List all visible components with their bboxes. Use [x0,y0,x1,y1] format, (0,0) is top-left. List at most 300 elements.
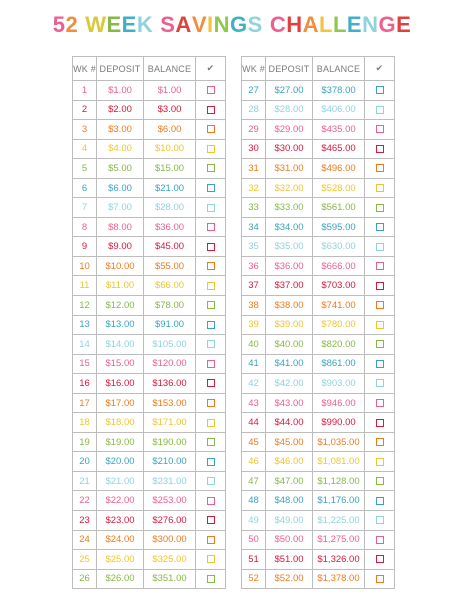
checkbox[interactable] [207,419,215,427]
week-number-cell: 25 [73,550,97,570]
balance-cell: $45.00 [144,237,196,257]
balance-cell: $66.00 [144,276,196,296]
deposit-cell: $29.00 [266,120,313,140]
week-number-cell: 11 [73,276,97,296]
checkbox[interactable] [376,360,384,368]
title-letter: G [230,12,248,37]
deposit-cell: $21.00 [97,471,144,491]
title-letter: L [319,12,333,37]
checkbox-cell[interactable] [365,530,395,550]
deposit-cell: $16.00 [97,374,144,394]
deposit-cell: $25.00 [97,550,144,570]
checkbox[interactable] [207,438,215,446]
table-row [242,550,395,570]
week-number-cell: 29 [242,120,266,140]
deposit-cell: $35.00 [266,237,313,257]
checkbox-cell[interactable] [365,374,395,394]
week-number-cell: 44 [242,413,266,433]
checkbox-cell[interactable] [196,159,226,179]
checkbox[interactable] [207,321,215,329]
table-row [73,276,226,296]
checkbox-cell[interactable] [365,491,395,511]
balance-cell: $780.00 [313,315,365,335]
checkbox-cell[interactable] [365,569,395,589]
checkbox-cell[interactable] [196,315,226,335]
week-number-cell: 2 [73,100,97,120]
table-row [73,335,226,355]
deposit-cell: $45.00 [266,432,313,452]
checkbox[interactable] [207,125,215,133]
checkbox[interactable] [207,204,215,212]
balance-cell: $300.00 [144,530,196,550]
deposit-cell: $38.00 [266,296,313,316]
table-row [73,374,226,394]
checkbox[interactable] [376,164,384,172]
balance-cell: $1.00 [144,81,196,101]
deposit-cell: $47.00 [266,471,313,491]
checkbox-cell[interactable] [365,315,395,335]
week-number-cell: 8 [73,217,97,237]
checkbox-cell[interactable] [365,354,395,374]
balance-cell: $28.00 [144,198,196,218]
title-letter: S [160,12,176,37]
title-letter: K [136,12,154,37]
checkbox[interactable] [207,340,215,348]
checkbox-cell[interactable] [196,530,226,550]
table-row [73,491,226,511]
table-row [242,452,395,472]
table-row [73,530,226,550]
checkbox[interactable] [376,262,384,270]
checkbox-cell[interactable] [196,354,226,374]
balance-cell: $36.00 [144,217,196,237]
table-row [73,550,226,570]
checkbox-cell[interactable] [365,471,395,491]
checkbox[interactable] [207,184,215,192]
week-number-cell: 40 [242,335,266,355]
table-row [73,139,226,159]
checkbox[interactable] [376,477,384,485]
checkbox[interactable] [376,223,384,231]
checkbox-cell[interactable] [365,452,395,472]
week-number-cell: 23 [73,511,97,531]
deposit-cell: $13.00 [97,315,144,335]
checkbox-cell[interactable] [196,452,226,472]
table-row [242,178,395,198]
week-number-cell: 33 [242,198,266,218]
deposit-cell: $18.00 [97,413,144,433]
deposit-cell: $51.00 [266,550,313,570]
checkbox-cell[interactable] [365,296,395,316]
week-number-cell: 43 [242,393,266,413]
checkbox[interactable] [376,575,384,583]
week-column-header: WK # [73,57,97,81]
checkbox[interactable] [376,184,384,192]
checkbox-cell[interactable] [196,276,226,296]
checkbox-cell[interactable] [196,139,226,159]
table-row [242,491,395,511]
checkbox[interactable] [376,438,384,446]
week-number-cell: 41 [242,354,266,374]
checkbox-cell[interactable] [196,491,226,511]
table-row [242,393,395,413]
deposit-cell: $6.00 [97,178,144,198]
balance-cell: $1,128.00 [313,471,365,491]
checkbox[interactable] [207,164,215,172]
checkbox[interactable] [207,458,215,466]
balance-cell: $1,176.00 [313,491,365,511]
checkbox-cell[interactable] [365,237,395,257]
balance-cell: $153.00 [144,393,196,413]
checkbox-cell[interactable] [365,432,395,452]
table-row [242,413,395,433]
checkbox[interactable] [376,536,384,544]
week-number-cell: 27 [242,81,266,101]
title-letter: E [396,12,412,37]
table-row [242,237,395,257]
checkbox-cell[interactable] [196,81,226,101]
checkbox-cell[interactable] [196,413,226,433]
week-number-cell: 30 [242,139,266,159]
table-row [242,374,395,394]
checkbox-cell[interactable] [196,550,226,570]
balance-cell: $630.00 [313,237,365,257]
week-number-cell: 28 [242,100,266,120]
week-number-cell: 36 [242,256,266,276]
balance-cell: $1,081.00 [313,452,365,472]
checkbox-cell[interactable] [196,198,226,218]
balance-cell: $1,378.00 [313,569,365,589]
week-number-cell: 20 [73,452,97,472]
checkbox-cell[interactable] [365,159,395,179]
table-row [242,120,395,140]
table-row [73,354,226,374]
balance-cell: $190.00 [144,432,196,452]
checkbox-cell[interactable] [196,374,226,394]
deposit-cell: $14.00 [97,335,144,355]
deposit-cell: $10.00 [97,256,144,276]
table-row [242,432,395,452]
checkbox[interactable] [207,497,215,505]
week-number-cell: 5 [73,159,97,179]
week-column-header: WK # [242,57,266,81]
title-letter: E [121,12,137,37]
table-row [242,530,395,550]
title-letter: N [213,12,231,37]
title-letter: G [378,12,397,37]
balance-cell: $903.00 [313,374,365,394]
week-number-cell: 12 [73,296,97,316]
title-letter: E [346,12,363,37]
deposit-column-header: DEPOSIT [266,57,313,81]
balance-cell: $741.00 [313,296,365,316]
week-number-cell: 51 [242,550,266,570]
checkbox[interactable] [207,516,215,524]
balance-cell: $946.00 [313,393,365,413]
checkbox[interactable] [376,145,384,153]
week-number-cell: 50 [242,530,266,550]
checkbox-cell[interactable] [196,178,226,198]
deposit-cell: $1.00 [97,81,144,101]
checkbox-cell[interactable] [196,569,226,589]
deposit-cell: $26.00 [97,569,144,589]
week-number-cell: 42 [242,374,266,394]
balance-cell: $1,326.00 [313,550,365,570]
balance-cell: $351.00 [144,569,196,589]
week-number-cell: 37 [242,276,266,296]
checkbox-cell[interactable] [365,217,395,237]
checkbox[interactable] [376,340,384,348]
checkbox-cell[interactable] [196,256,226,276]
checkbox-cell[interactable] [196,237,226,257]
deposit-cell: $11.00 [97,276,144,296]
checkbox-cell[interactable] [196,393,226,413]
checkbox[interactable] [376,458,384,466]
checkmark-icon: ✔ [196,57,226,81]
deposit-cell: $52.00 [266,569,313,589]
title-letter: S [247,12,263,37]
deposit-cell: $27.00 [266,81,313,101]
title-letter: N [362,12,379,37]
table-row [242,139,395,159]
checkbox[interactable] [376,379,384,387]
checkbox[interactable] [207,555,215,563]
checkbox[interactable] [207,262,215,270]
checkbox-cell[interactable] [196,471,226,491]
table-row [242,276,395,296]
deposit-cell: $40.00 [266,335,313,355]
deposit-cell: $19.00 [97,432,144,452]
checkbox-cell[interactable] [196,120,226,140]
week-number-cell: 21 [73,471,97,491]
checkbox-cell[interactable] [196,100,226,120]
deposit-cell: $23.00 [97,511,144,531]
deposit-cell: $37.00 [266,276,313,296]
checkbox[interactable] [376,243,384,251]
checkbox-cell[interactable] [365,100,395,120]
deposit-cell: $24.00 [97,530,144,550]
deposit-cell: $33.00 [266,198,313,218]
table-row [242,511,395,531]
deposit-cell: $42.00 [266,374,313,394]
table-row [73,413,226,433]
checkbox[interactable] [207,86,215,94]
deposit-cell: $8.00 [97,217,144,237]
checkbox-cell[interactable] [365,335,395,355]
deposit-cell: $7.00 [97,198,144,218]
table-header-row [73,57,226,81]
table-row [73,81,226,101]
checkbox[interactable] [207,575,215,583]
table-row [73,393,226,413]
table-row [242,471,395,491]
savings-table-weeks-1-26 [72,56,226,589]
table-row [242,100,395,120]
checkbox[interactable] [376,204,384,212]
balance-column-header: BALANCE [144,57,196,81]
checkbox[interactable] [207,301,215,309]
deposit-cell: $39.00 [266,315,313,335]
checkbox[interactable] [376,106,384,114]
table-row [73,256,226,276]
checkbox-cell[interactable] [196,296,226,316]
balance-cell: $1,225.00 [313,511,365,531]
table-row [73,198,226,218]
week-number-cell: 19 [73,432,97,452]
checkbox[interactable] [207,379,215,387]
table-row [242,569,395,589]
deposit-cell: $44.00 [266,413,313,433]
table-row [242,296,395,316]
balance-cell: $171.00 [144,413,196,433]
checkbox-cell[interactable] [365,276,395,296]
checkbox[interactable] [376,321,384,329]
checkbox-cell[interactable] [196,511,226,531]
deposit-cell: $2.00 [97,100,144,120]
balance-cell: $703.00 [313,276,365,296]
checkbox[interactable] [376,516,384,524]
table-row [73,315,226,335]
checkbox[interactable] [376,555,384,563]
balance-cell: $820.00 [313,335,365,355]
week-number-cell: 1 [73,81,97,101]
balance-cell: $435.00 [313,120,365,140]
balance-cell: $1,035.00 [313,432,365,452]
checkbox-cell[interactable] [365,413,395,433]
balance-cell: $55.00 [144,256,196,276]
balance-cell: $861.00 [313,354,365,374]
table-row [73,159,226,179]
balance-cell: $465.00 [313,139,365,159]
checkbox-cell[interactable] [365,198,395,218]
savings-table-weeks-27-52 [241,56,395,589]
checkbox[interactable] [376,497,384,505]
checkbox[interactable] [376,419,384,427]
week-number-cell: 18 [73,413,97,433]
week-number-cell: 45 [242,432,266,452]
balance-cell: $21.00 [144,178,196,198]
deposit-cell: $9.00 [97,237,144,257]
table-row [73,569,226,589]
checkbox-cell[interactable] [196,432,226,452]
checkbox[interactable] [207,243,215,251]
balance-cell: $406.00 [313,100,365,120]
title-letter: H [286,12,303,37]
week-number-cell: 4 [73,139,97,159]
week-number-cell: 47 [242,471,266,491]
checkbox-cell[interactable] [196,335,226,355]
week-number-cell: 32 [242,178,266,198]
deposit-cell: $15.00 [97,354,144,374]
week-number-cell: 6 [73,178,97,198]
deposit-cell: $34.00 [266,217,313,237]
table-row [242,335,395,355]
week-number-cell: 24 [73,530,97,550]
title-letter: L [332,12,347,37]
balance-cell: $3.00 [144,100,196,120]
balance-cell: $10.00 [144,139,196,159]
title-letter: A [175,12,192,37]
week-number-cell: 31 [242,159,266,179]
title-letter: 2 [65,12,79,37]
table-header-row [242,57,395,81]
deposit-cell: $20.00 [97,452,144,472]
checkbox[interactable] [376,399,384,407]
table-row [242,354,395,374]
balance-cell: $325.00 [144,550,196,570]
checkbox[interactable] [376,301,384,309]
balance-cell: $231.00 [144,471,196,491]
checkbox-cell[interactable] [365,511,395,531]
table-row [73,452,226,472]
deposit-cell: $28.00 [266,100,313,120]
balance-cell: $105.00 [144,335,196,355]
checkbox-cell[interactable] [196,217,226,237]
checkbox[interactable] [207,536,215,544]
table-row [73,432,226,452]
checkmark-icon: ✔ [365,57,395,81]
title-letter: V [191,12,207,37]
week-number-cell: 16 [73,374,97,394]
deposit-cell: $4.00 [97,139,144,159]
checkbox-cell[interactable] [365,81,395,101]
checkbox-cell[interactable] [365,256,395,276]
checkbox[interactable] [207,477,215,485]
deposit-cell: $43.00 [266,393,313,413]
balance-cell: $496.00 [313,159,365,179]
balance-cell: $253.00 [144,491,196,511]
balance-cell: $561.00 [313,198,365,218]
checkbox-cell[interactable] [365,120,395,140]
table-row [73,237,226,257]
checkbox-cell[interactable] [365,550,395,570]
checkbox[interactable] [376,282,384,290]
deposit-cell: $36.00 [266,256,313,276]
title-letter: 5 [52,12,66,37]
balance-cell: $91.00 [144,315,196,335]
checkbox-cell[interactable] [365,393,395,413]
table-row [73,100,226,120]
checkbox-cell[interactable] [365,178,395,198]
week-number-cell: 49 [242,511,266,531]
deposit-cell: $12.00 [97,296,144,316]
checkbox[interactable] [207,223,215,231]
checkbox[interactable] [376,125,384,133]
checkbox-cell[interactable] [365,139,395,159]
checkbox[interactable] [376,86,384,94]
table-row [242,315,395,335]
table-row [242,217,395,237]
balance-cell: $120.00 [144,354,196,374]
checkbox[interactable] [207,399,215,407]
balance-cell: $595.00 [313,217,365,237]
week-number-cell: 3 [73,120,97,140]
deposit-cell: $30.00 [266,139,313,159]
deposit-cell: $46.00 [266,452,313,472]
table-row [73,217,226,237]
week-number-cell: 52 [242,569,266,589]
balance-cell: $528.00 [313,178,365,198]
checkbox[interactable] [207,145,215,153]
deposit-column-header: DEPOSIT [97,57,144,81]
checkbox[interactable] [207,282,215,290]
week-number-cell: 35 [242,237,266,257]
title-letter: C [269,12,287,37]
checkbox[interactable] [207,106,215,114]
checkbox[interactable] [207,360,215,368]
title-letter: E [106,12,122,37]
table-row [73,178,226,198]
